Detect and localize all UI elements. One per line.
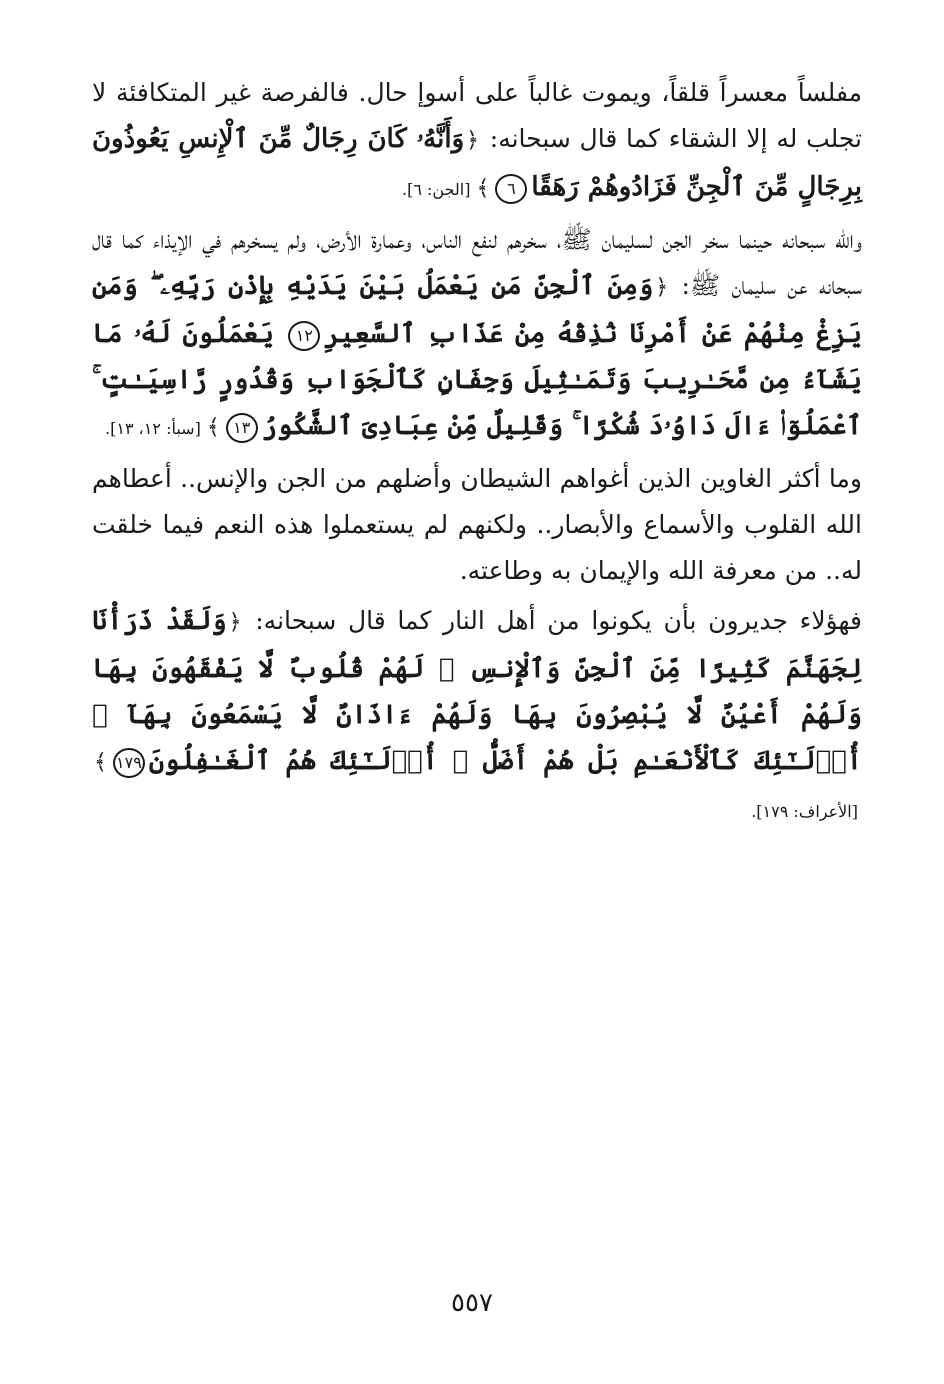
paragraph-text: فهؤلاء جديرون بأن يكونوا من أهل النار كما قال سبحانه:	[243, 606, 862, 635]
page-body	[92, 70, 862, 839]
quran-open-bracket: ﴿	[466, 128, 480, 153]
verse-reference: [الجن: ٦].	[402, 180, 471, 199]
ayah-number-marker: ١٢	[288, 321, 320, 351]
ayah-number-marker: ١٣	[226, 413, 258, 443]
verse-reference: [الأعراف: ١٧٩].	[751, 802, 858, 821]
page-number: ٥٥٧	[451, 1288, 493, 1318]
ayah-number-marker: ١٧٩	[113, 748, 145, 778]
quran-verse: وَأَنَّهُۥ كَانَ رِجَالٌ مِّنَ ٱلْإِنسِ يَعُوذُونَ بِرِجَالٍ مِّنَ ٱلْجِنِّ فَزَادُوهُمْ رَهَقًا	[92, 124, 862, 202]
quran-open-bracket: ﴿	[655, 275, 669, 300]
ayah-number-marker: ٦	[495, 174, 527, 204]
paragraph-text: وما أكثر الغاوين الذين أغواهم الشيطان وأضلهم من الجن والإنس.. أعطاهم الله القلوب والأسماع والأبصار.. ولكنهم لم يستعملوا هذه النعم فيما خلقت له.. من معرفة الله والإيمان به وطاعته.	[92, 464, 862, 585]
quran-verse: وَمِنَ ٱلْجِنِّ مَن يَعْمَلُ بَيْنَ يَدَيْهِ بِإِذْنِ رَبِّهِۦ ۖ وَمَن يَزِغْ مِنْهُمْ عَنْ أَمْرِنَا نُذِقْهُ مِنْ عَذَابِ ٱلسَّعِيرِ	[92, 271, 862, 349]
paragraph-text: مفلساً معسراً قلقاً، ويموت غالباً على أسوإ حال. فالفرصة غير المتكافئة لا تجلب له إلا الشقاء كما قال سبحانه:	[92, 78, 862, 153]
paragraph-text: والله سبحانه حينما سخر الجن لسليمان ﷺ، سخرهم لنفع الناس، وعمارة الأرض، ولم يسخرهم في الإيذاء كما قال سبحانه عن سليمان ﷺ:	[92, 225, 862, 300]
paragraph-3	[92, 456, 862, 594]
paragraph-4	[92, 598, 862, 835]
verse-reference: [سبأ: ١٢، ١٣].	[105, 419, 201, 438]
quran-close-bracket: ﴾	[476, 176, 490, 201]
quran-verse: يَعْمَلُونَ لَهُۥ مَا يَشَآءُ مِن مَّحَـٰرِيبَ وَتَمَـٰثِيلَ وَجِفَانٍ كَٱلْجَوَابِ وَقُدُورٍ رَّاسِيَـٰتٍ ۚ ٱعْمَلُوٓا۟ ءَالَ دَاوُۥدَ شُكْرًا ۚ وَقَلِيلٌ مِّنْ عِبَادِىَ ٱلشَّكُورُ	[92, 319, 862, 441]
paragraph-2	[92, 217, 862, 452]
quran-close-bracket: ﴾	[206, 415, 220, 440]
quran-verse: وَلَقَدْ ذَرَأْنَا لِجَهَنَّمَ كَثِيرًا مِّنَ ٱلْجِنِّ وَٱلْإِنسِ ۖ لَهُمْ قُلُوبٌ لَّا يَفْقَهُونَ بِهَا وَلَهُمْ أَعْيُنٌ لَّا يُبْصِرُونَ بِهَا وَلَهُمْ ءَاذَانٌ لَّا يَسْمَعُونَ بِهَآ ۚ أُو۟لَـٰٓئِكَ كَٱلْأَنْعَـٰمِ بَلْ هُمْ أَضَلُّ ۚ أُو۟لَـٰٓئِكَ هُمُ ٱلْغَـٰفِلُونَ	[92, 606, 862, 776]
quran-close-bracket: ﴾	[94, 750, 107, 775]
paragraph-1	[92, 70, 862, 213]
quran-open-bracket: ﴿	[228, 610, 242, 635]
